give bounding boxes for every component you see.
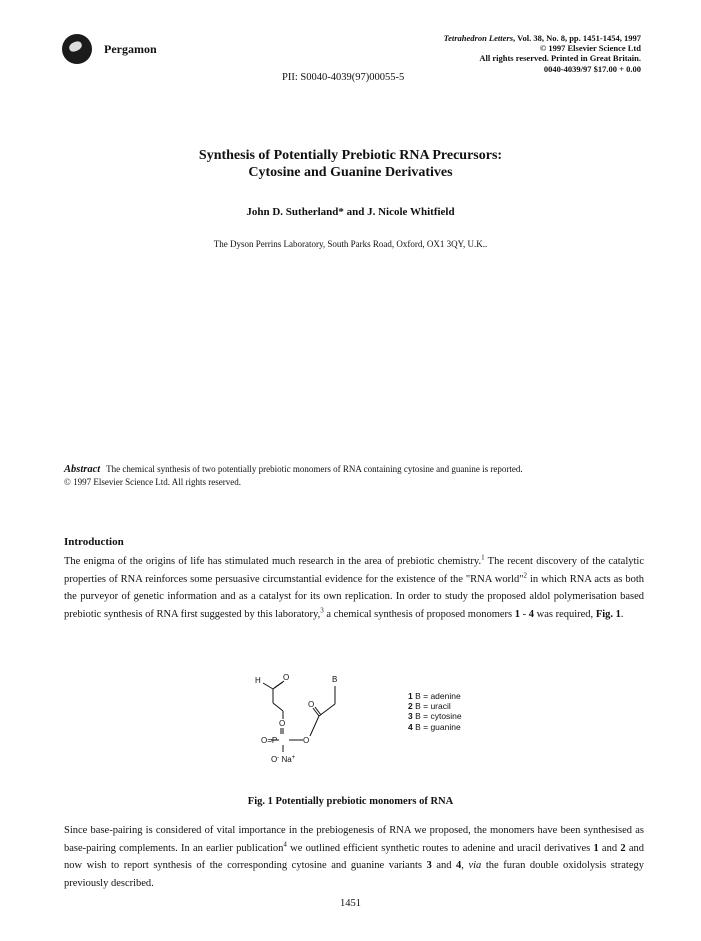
atom-h: H bbox=[255, 676, 261, 685]
figure-ref: Fig. 1 bbox=[595, 608, 621, 620]
body-text: we outlined efficient synthetic routes to adenine and uracil derivatives bbox=[286, 842, 594, 854]
legend-item: 2 B = uracil bbox=[408, 701, 451, 712]
atom-phosphorus: O=P bbox=[261, 736, 278, 745]
atom-o-bridge: O bbox=[303, 736, 310, 745]
compound-ref: 3 bbox=[426, 860, 432, 872]
figure-caption: Fig. 1 Potentially prebiotic monomers of RNA bbox=[247, 796, 454, 807]
monomer-structure bbox=[247, 666, 357, 786]
atom-o-sodium: O- Na+ bbox=[271, 755, 296, 764]
body-text: and bbox=[431, 860, 457, 872]
compound-ref: 2 bbox=[620, 842, 626, 854]
abstract-label: Abstract bbox=[64, 464, 101, 475]
intro-text: . bbox=[620, 608, 624, 620]
atom-base: B bbox=[332, 675, 338, 684]
atom-o-ketone: O bbox=[308, 700, 315, 709]
introduction-paragraph bbox=[64, 553, 644, 623]
compound-ref: 1 bbox=[593, 842, 599, 854]
legend-item: 4 B = guanine bbox=[408, 721, 461, 732]
journal-header bbox=[444, 33, 641, 74]
body-text: and now wish to report synthesis of the corresponding cytosine and guanine variants bbox=[64, 842, 644, 872]
title-line-2: Cytosine and Guanine Derivatives bbox=[248, 165, 453, 180]
intro-text: was required, bbox=[534, 608, 596, 620]
compound-ref: 4 bbox=[456, 860, 462, 872]
italic-via: via bbox=[468, 860, 482, 872]
introduction-heading: Introduction bbox=[64, 536, 124, 548]
compound-legend bbox=[408, 691, 462, 732]
ref-1: 1 bbox=[481, 553, 485, 562]
intro-text: The recent discovery of the catalytic properties of RNA reinforces some persuasive circumstantial evidence for the existence of the "RNA world" bbox=[64, 556, 644, 585]
body-text: Since base-pairing is considered of vital importance in the prebiogenesis of RNA we proposed, the monomers have been synthesised as base-pairing complements. In an earlier publication bbox=[64, 825, 644, 854]
compound-ref: 1 bbox=[514, 608, 520, 620]
intro-text: - bbox=[520, 608, 529, 620]
ref-4: 4 bbox=[283, 840, 287, 849]
publisher-name: Pergamon bbox=[104, 42, 157, 56]
intro-text: The enigma of the origins of life has stimulated much research in the area of prebiotic chemistry. bbox=[64, 556, 482, 567]
atom-o-aldehyde: O bbox=[283, 673, 290, 682]
abstract-text: The chemical synthesis of two potentially prebiotic monomers of RNA containing cytosine and guanine is reported. bbox=[106, 464, 523, 474]
intro-text: in which RNA acts as both the purveyor of genetic information and as a catalyst for its own replication. In order to study the proposed aldol polymerisation based prebiotic synthesis of RNA first suggested by this laboratory, bbox=[64, 573, 644, 620]
header-copyright: © 1997 Elsevier Science Ltd bbox=[539, 43, 641, 54]
header-price: 0040-4039/97 $17.00 + 0.00 bbox=[543, 63, 641, 74]
legend-item: 1 B = adenine bbox=[408, 691, 461, 701]
affiliation: The Dyson Perrins Laboratory, South Parks Road, Oxford, OX1 3QY, U.K.. bbox=[213, 239, 488, 249]
intro-text: a chemical synthesis of proposed monomers bbox=[323, 608, 515, 620]
body-text: the furan double oxidolysis strategy previously described. bbox=[64, 860, 645, 889]
authors: John D. Sutherland* and J. Nicole Whitfield bbox=[246, 206, 455, 218]
abstract bbox=[64, 463, 644, 489]
body-paragraph bbox=[64, 822, 644, 892]
body-text: , bbox=[461, 860, 469, 872]
body-text: and bbox=[598, 842, 621, 854]
journal-name: Tetrahedron Letters bbox=[443, 33, 513, 43]
pii-line: PII: S0040-4039(97)00055-5 bbox=[282, 72, 405, 83]
title-line-1: Synthesis of Potentially Prebiotic RNA Precursors: bbox=[198, 148, 503, 163]
pergamon-logo bbox=[62, 34, 92, 64]
legend-item: 3 B = cytosine bbox=[408, 711, 462, 722]
abstract-copyright: © 1997 Elsevier Science Ltd. All rights reserved. bbox=[64, 477, 242, 487]
header-rights: All rights reserved. Printed in Great Britain. bbox=[479, 53, 641, 64]
paper-title bbox=[0, 147, 701, 181]
page-number: 1451 bbox=[340, 898, 361, 909]
ref-3: 3 bbox=[320, 606, 324, 615]
compound-ref: 4 bbox=[528, 608, 534, 620]
ref-2: 2 bbox=[523, 571, 528, 580]
atom-o-ester: O bbox=[279, 719, 286, 728]
journal-volume: , Vol. 38, No. 8, pp. 1451-1454, 1997 bbox=[513, 33, 641, 43]
